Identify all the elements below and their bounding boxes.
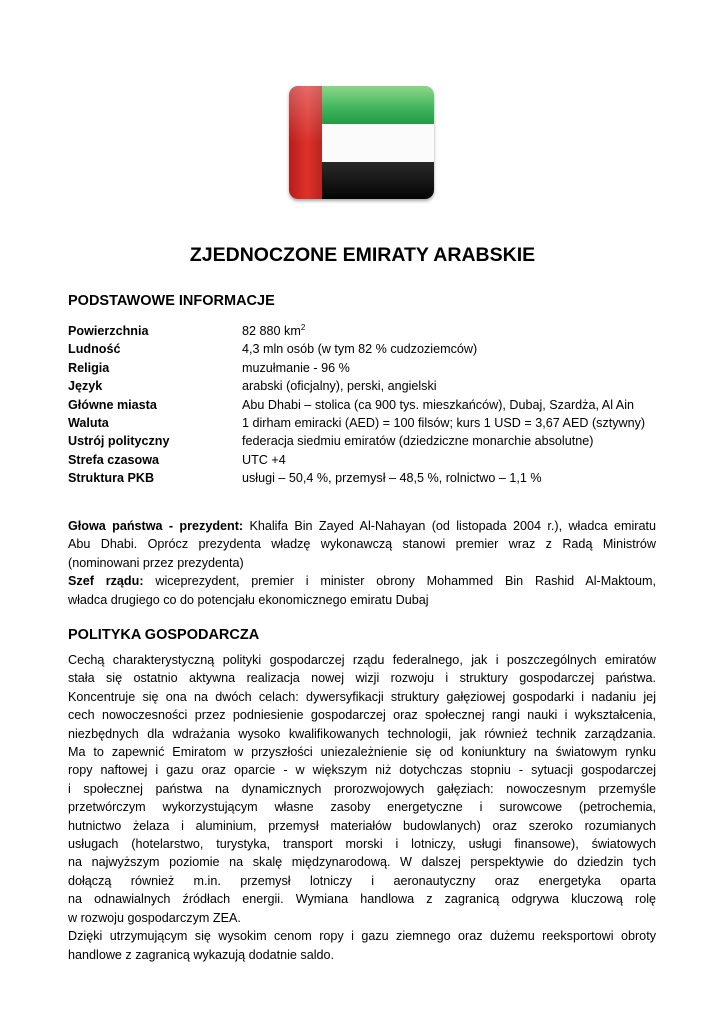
- info-value: muzułmanie - 96 %: [242, 360, 350, 375]
- info-row: [68, 432, 656, 450]
- info-row: [68, 322, 656, 340]
- info-value: Abu Dhabi – stolica (ca 900 tys. mieszkańców), Dubaj, Szardża, Al Ain: [242, 397, 634, 412]
- head-of-government-label: Szef rządu:: [68, 574, 144, 589]
- info-label: Ustrój polityczny: [68, 434, 170, 449]
- page-title: ZJEDNOCZONE EMIRATY ARABSKIE: [189, 244, 536, 266]
- info-label: Język: [68, 379, 103, 394]
- info-value: arabski (oficjalny), perski, angielski: [242, 379, 437, 394]
- info-row: [68, 414, 656, 432]
- info-row: [68, 451, 656, 469]
- flag-gloss: [289, 86, 434, 143]
- info-label: Strefa czasowa: [68, 452, 159, 467]
- head-of-state-label: Głowa państwa - prezydent:: [68, 519, 244, 533]
- info-label: Ludność: [68, 342, 121, 357]
- uae-flag: [289, 86, 434, 199]
- info-value: 82 880 $km^2$: [242, 322, 306, 338]
- info-label: Waluta: [68, 416, 109, 431]
- info-label: Główne miasta: [68, 397, 157, 412]
- info-value: federacja siedmiu emiratów (dziedziczne monarchie absolutne): [242, 434, 594, 449]
- info-row: [68, 396, 656, 414]
- info-label: Struktura PKB: [68, 471, 155, 486]
- info-value: UTC +4: [242, 452, 286, 467]
- info-value: usługi – 50,4 %, przemysł – 48,5 %, rolnictwo – 1,1 %: [242, 471, 542, 486]
- info-row: [68, 377, 656, 395]
- info-table: [68, 322, 656, 488]
- info-value: 1 dirham emiracki (AED) = 100 filsów; kurs 1 USD = 3,67 AED (sztywny): [242, 416, 646, 431]
- head-of-state-paragraph: Głowa państwa - prezydent: Khalifa Bin Zayed Al-Nahayan (od listopada 2004 r.), władca emiratu Abu Dhabi. Oprócz prezydenta władzę wykonawczą stanowi premier wraz z Radą Ministrów (nominowani przez prezydenta) Szef rządu: wiceprezydent, premier i minister obrony Mohammed Bin Rashid Al-Maktoum, władca drugiego co do potencjału ekonomicznego emiratu Dubaj: [68, 519, 656, 607]
- section-heading-basic: PODSTAWOWE INFORMACJE: [68, 293, 275, 309]
- flag-black-stripe: [322, 162, 434, 199]
- info-value: 4,3 mln osób (w tym 82 % cudzoziemców): [242, 342, 478, 357]
- info-label: Powierzchnia: [68, 324, 149, 338]
- policy-paragraph: Cechą charakterystyczną polityki gospodarczej rządu federalnego, jak i poszczególnych emiratów stała się ostatnio aktywna realizacja nowej wizji rozwoju i struktury gospodarczej państwa. Koncentruje się ona na dwóch celach: dywersyfikacji struktury gałęziowej gospodarki i nadaniu jej cech nowoczesności przez podniesienie gospodarczej oraz społecznej rangi nauki i wykształcenia, niezbędnych dla wdrażania wysoko kwalifikowanych technologii, jak również technik zarządzania. Ma to zapewnić Emiratom w przyszłości uniezależnienie się od koniunktury na światowym rynku ropy naftowej i gazu oraz oparcie - w większym niż dotychczas stopniu - sytuacji gospodarczej i społecznej państwa na dynamicznych prorozwojowych gałęziach: nowoczesnym przemyśle przetwórczym wykorzystującym własne zasoby energetyczne i surowcowe (petrochemia, hutnictwo żelaza i aluminium, przemysł materiałów budowlanych) oraz szeroko rozumianych usługach (hotelarstwo, turystyka, transport morski i lotniczy, usługi finansowe), światowych na najwyższym poziomie na skalę międzynarodową. W dalszej perspektywie do dziedzin tych dołączą również m.in. przemysł lotniczy i aeronautyczny oraz energetyka oparta na odnawialnych źródłach energii. Wymiana handlowa z zagranicą odgrywa kluczową rolę w rozwoju gospodarczym ZEA. Dzięki utrzymującym się wysokim cenom ropy i gazu ziemnego oraz dużemu reeksportowi obroty handlowe z zagranicą wykazują dodatnie saldo.: [68, 653, 656, 962]
- section-heading-policy: POLITYKA GOSPODARCZA: [68, 627, 260, 643]
- info-label: Religia: [68, 360, 110, 375]
- info-row: [68, 469, 656, 487]
- info-row: [68, 340, 656, 358]
- info-row: [68, 359, 656, 377]
